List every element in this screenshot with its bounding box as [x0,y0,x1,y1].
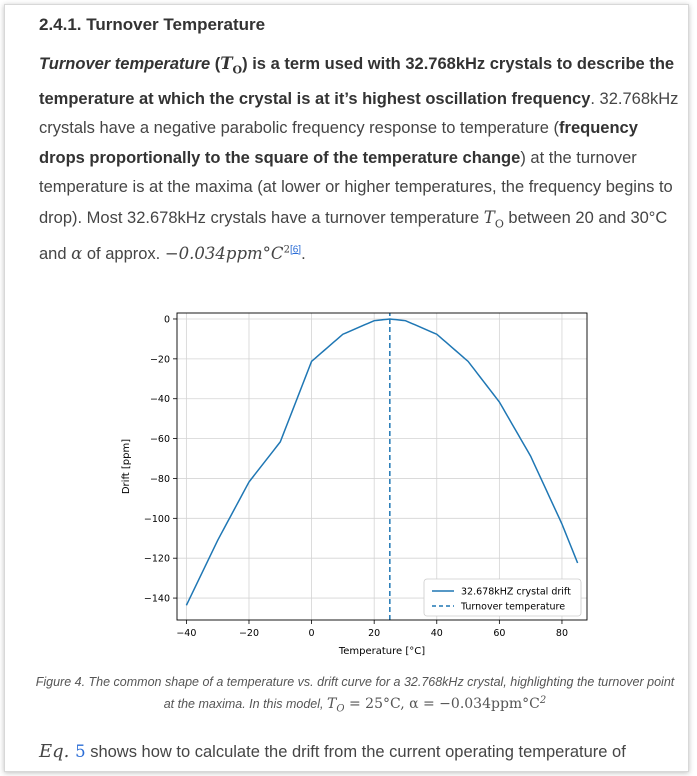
alpha-exponent: 2 [283,244,290,256]
article-card [4,4,689,772]
equation-link[interactable]: 5 [75,742,86,761]
x-tick-label: 80 [555,628,569,639]
turnover-symbol: T [483,207,495,227]
term-label: Turnover temperature [39,55,211,73]
y-axis-label: Drift [ppm] [121,438,132,495]
x-tick-label: 40 [430,628,443,639]
turnover-symbol-sub: O [494,217,504,231]
drift-curve [186,319,577,605]
intro-end: . [301,244,306,263]
intro-text-2: ) at the turnover temperature is at the maxima (at lower or higher temperatures, the frequency begins to drop). Most 32.678kHz crystals have a turnover temperature [39,148,673,227]
legend-label: 32.678kHZ crystal drift [461,586,571,598]
x-axis-label: Temperature [°C] [338,646,426,657]
y-tick-label: −80 [149,473,170,485]
y-tick-label: −100 [143,513,170,525]
x-tick-label: −40 [176,628,197,639]
intro-text-1: . 32.768kHz crystals have a negative parabolic frequency response to temperature ( [39,89,679,138]
definition-bold: is a term used with 32.768kHz crystals to describe the temperature at which the crystal is at it’s highest oscillation frequency [39,55,675,108]
y-tick-label: 0 [163,314,170,326]
alpha-value: −0.034ppm°C [164,243,284,263]
intro-text-4: of approx. [82,244,165,263]
term-symbol-close: ) [242,55,248,73]
equation-paragraph [39,738,689,766]
y-tick-label: −120 [143,553,170,565]
y-tick-label: −140 [143,593,170,605]
figure-caption [35,671,675,721]
caption-math-eq: = 25°C, α = −0.034ppm°C [344,696,540,712]
x-tick-label: 60 [493,628,506,639]
term-symbol-sub: O [232,63,243,77]
drift-chart [5,5,688,665]
caption-math-exp: 2 [539,694,547,706]
intro-bold-2: frequency drops proportionally to the square of the temperature change [39,119,638,167]
x-tick-label: 20 [368,628,381,639]
y-tick-label: −60 [149,434,170,446]
eq-text: shows how to calculate the drift from the current operating temperature of [85,743,626,761]
term-symbol-open: ( [210,55,221,73]
caption-text: Figure 4. The common shape of a temperature vs. drift curve for a 32.768kHz crystal, highlighting the turnover point at the maxima. In this model, [35,675,675,711]
term-symbol: T [220,54,233,73]
eq-prefix: Eq. [39,741,76,762]
intro-text-3: between 20 and 30°C and [39,208,668,263]
legend-label: Turnover temperature [461,601,566,613]
x-tick-label: −20 [238,628,260,639]
caption-math-t: T [326,696,337,712]
alpha-symbol: α [71,243,83,263]
x-tick-label: 0 [308,628,315,639]
caption-math-sub: O [336,703,345,715]
citation-link[interactable]: [6] [289,244,302,256]
y-tick-label: −40 [149,394,170,406]
y-tick-label: −20 [149,354,170,366]
section-heading: 2.4.1. Turnover Temperature [39,15,266,34]
